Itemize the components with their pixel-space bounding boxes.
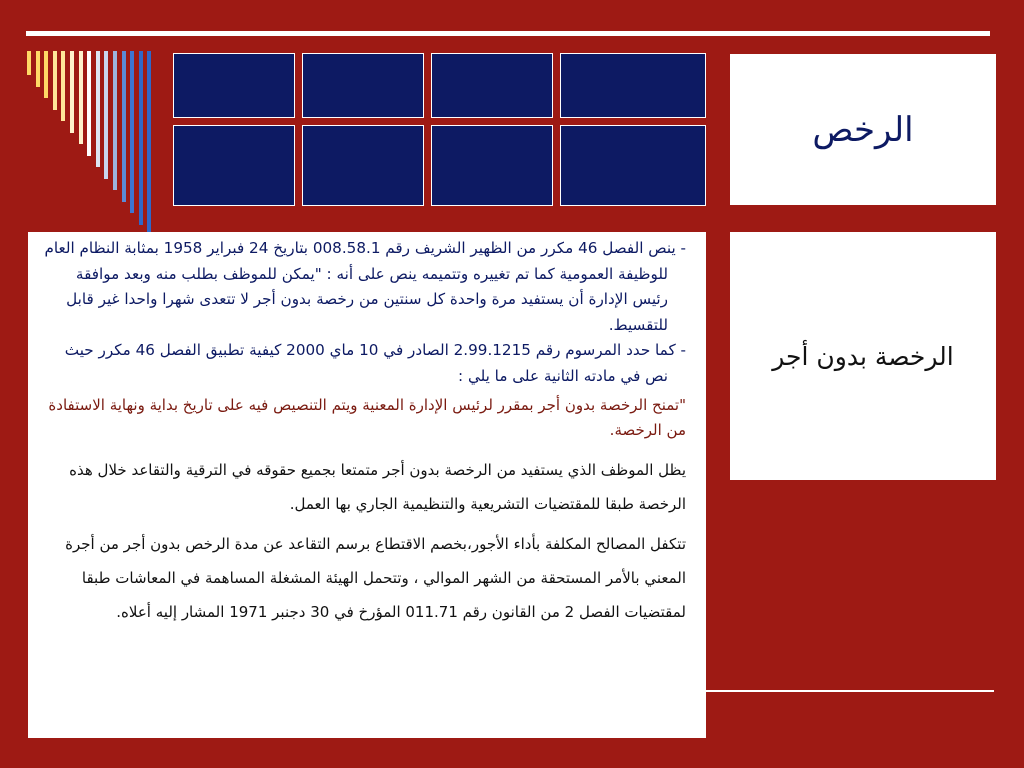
grid-cell bbox=[560, 53, 706, 118]
grid-cell bbox=[173, 53, 295, 118]
decorative-stripe bbox=[130, 51, 134, 213]
decorative-stripe bbox=[79, 51, 83, 144]
slide-title: الرخص bbox=[812, 109, 914, 150]
grid-cell bbox=[560, 125, 706, 206]
decorative-stripe bbox=[36, 51, 40, 87]
content-box bbox=[28, 232, 706, 738]
decorative-stripe bbox=[113, 51, 117, 190]
decorative-stripe bbox=[87, 51, 91, 156]
grid-cell bbox=[431, 125, 553, 206]
grid-cell bbox=[173, 125, 295, 206]
grid-cell bbox=[302, 125, 424, 206]
decorative-stripe bbox=[61, 51, 65, 121]
decorative-stripe bbox=[96, 51, 100, 167]
decorative-stripe bbox=[139, 51, 143, 225]
decorative-stripe bbox=[27, 51, 31, 75]
decorative-stripe bbox=[44, 51, 48, 98]
decorative-stripe bbox=[70, 51, 74, 133]
paragraph-4: يظل الموظف الذي يستفيد من الرخصة بدون أجر متمتعا بجميع حقوقه في الترقية والتقاعد خلال هذه الرخصة طبقا للمقتضيات التشريعية والتنظيمية الجاري بها العمل. bbox=[69, 461, 686, 513]
grid-cell bbox=[431, 53, 553, 118]
slide-subtitle: الرخصة بدون أجر bbox=[772, 341, 954, 371]
paragraph-5: تتكفل المصالح المكلفة بأداء الأجور،بخصم الاقتطاع برسم التقاعد عن مدة الرخص بدون أجر من أجرة المعني بالأمر المستحقة من الشهر الموالي ، وتتحمل الهيئة المشغلة المساهمة في المعاشات طبقا لمقتضيات الفصل 2 من القانون رقم 011.71 المؤرخ في 30 دجنبر 1971 المشار إليه أعلاه. bbox=[65, 535, 686, 621]
bottom-divider-line bbox=[706, 690, 994, 692]
decorative-stripe bbox=[104, 51, 108, 179]
decorative-stripe bbox=[53, 51, 57, 110]
title-box bbox=[730, 54, 996, 205]
grid-cell bbox=[302, 53, 424, 118]
decorative-stripe bbox=[122, 51, 126, 202]
top-divider-line bbox=[26, 31, 990, 36]
decorative-stripe bbox=[147, 51, 151, 236]
paragraph-1: - ينص الفصل 46 مكرر من الظهير الشريف رقم 008.58.1 بتاريخ 24 فبراير 1958 بمثابة النظام العام للوظيفة العمومية كما تم تغييره وتتميمه ينص على أنه : "يمكن للموظف بطلب منه وبعد موافقة رئيس الإدارة أن يستفيد مرة واحدة كل سنتين من رخصة بدون أجر لا تتعدى شهرا واحدا غير قابل للتقسيط. bbox=[44, 239, 686, 334]
subtitle-box bbox=[730, 232, 996, 480]
paragraph-3: "تمنح الرخصة بدون أجر بمقرر لرئيس الإدارة المعنية ويتم التنصيص فيه على تاريخ بداية ونهاية الاستفادة من الرخصة. bbox=[48, 396, 686, 439]
paragraph-2: - كما حدد المرسوم رقم 2.99.1215 الصادر في 10 ماي 2000 كيفية تطبيق الفصل 46 مكرر حيث نص في مادته الثانية على ما يلي : bbox=[64, 341, 686, 385]
